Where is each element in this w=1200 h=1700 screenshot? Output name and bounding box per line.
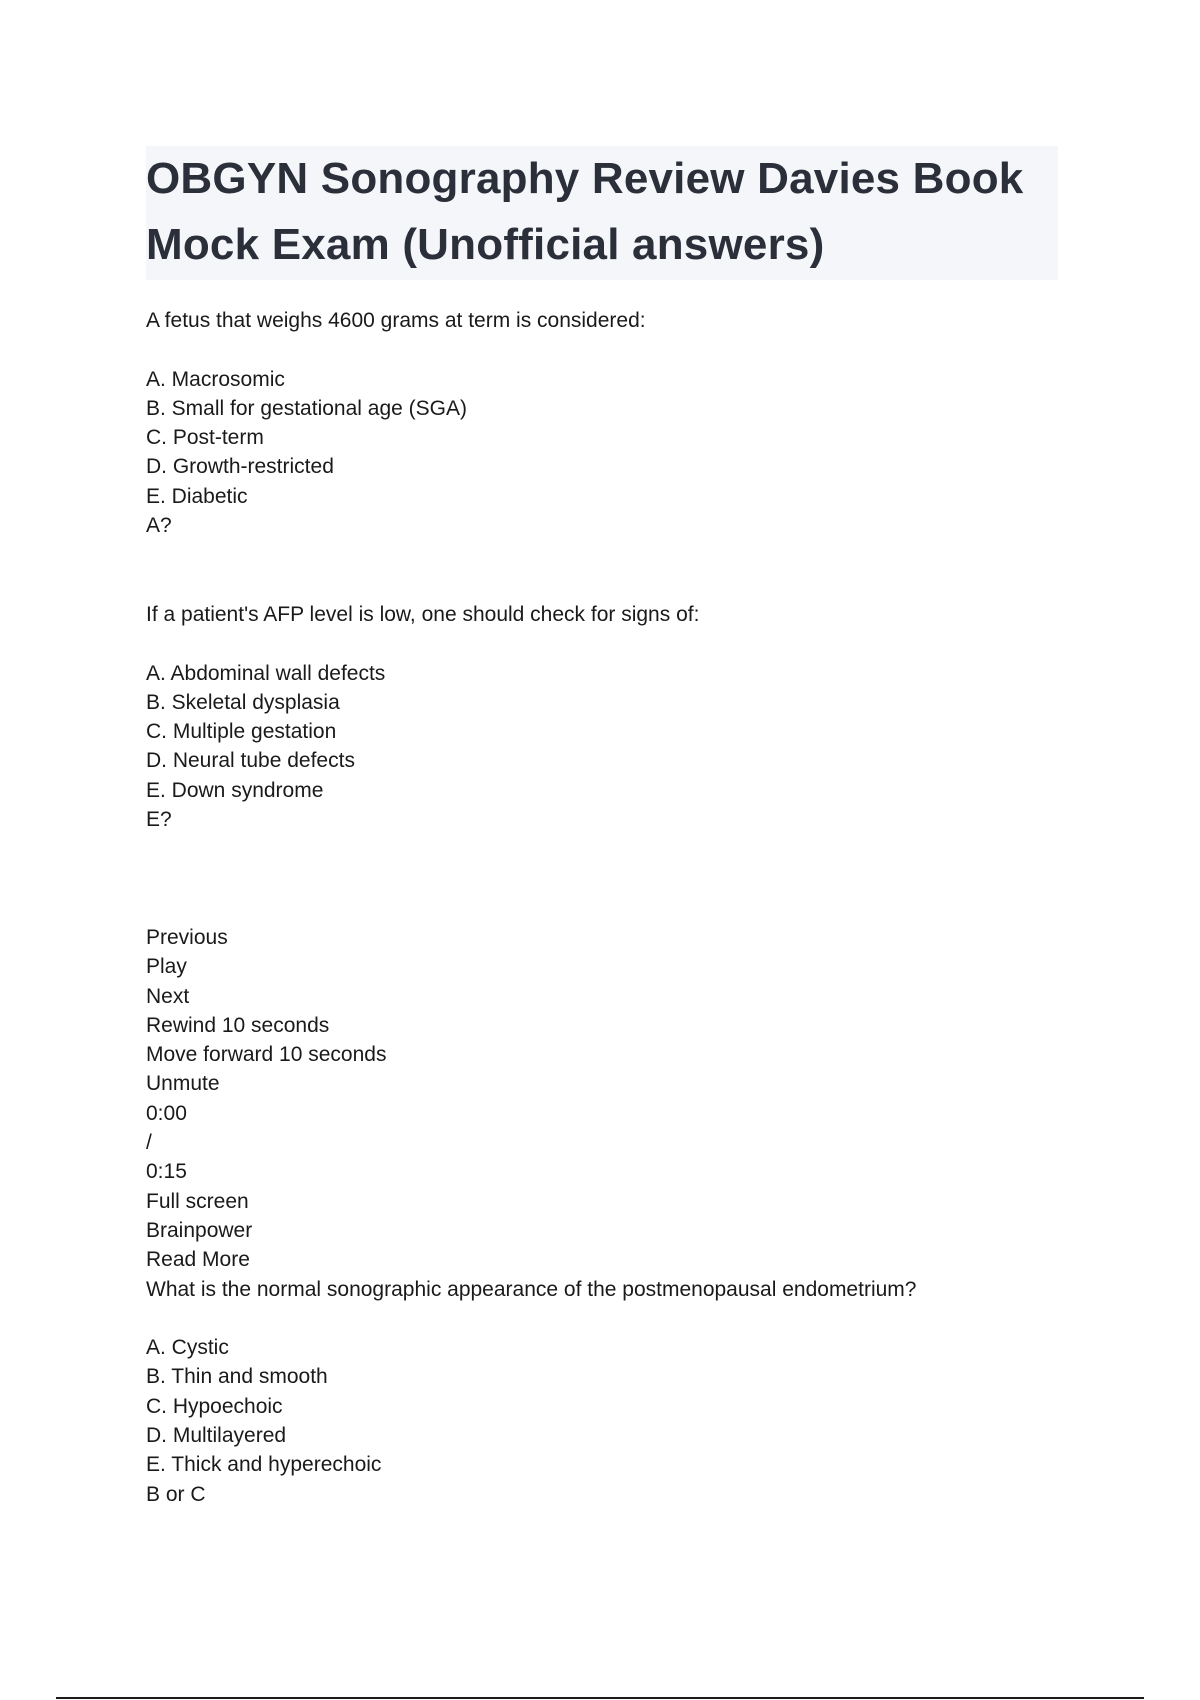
previous-button[interactable]: Previous	[146, 926, 228, 949]
option-c: C. Hypoechoic	[146, 1394, 283, 1418]
play-button[interactable]: Play	[146, 955, 187, 979]
answer-text: A?	[146, 514, 172, 538]
option-a: A. Macrosomic	[146, 367, 285, 391]
fullscreen-button[interactable]: Full screen	[146, 1189, 249, 1213]
option-c: C. Multiple gestation	[146, 720, 337, 744]
media-player-controls	[146, 923, 1046, 1509]
rewind-button[interactable]: Rewind 10 seconds	[146, 1013, 330, 1037]
next-button[interactable]: Next	[146, 984, 190, 1008]
read-more-link[interactable]: Read More	[146, 1248, 250, 1272]
option-d: D. Multilayered	[146, 1424, 287, 1448]
option-b: B. Skeletal dysplasia	[146, 690, 340, 714]
option-b: B. Small for gestational age (SGA)	[146, 396, 467, 420]
current-time: 0:00	[146, 1101, 187, 1125]
option-d: D. Neural tube defects	[146, 749, 355, 773]
option-e: E. Down syndrome	[146, 778, 324, 802]
page-title: OBGYN Sonography Review Davies Book Mock Exam (Unofficial answers)	[146, 154, 1024, 269]
option-d: D. Growth-restricted	[146, 455, 334, 479]
option-a: A. Cystic	[146, 1336, 229, 1360]
answer-text: B or C	[146, 1482, 206, 1506]
question-text: If a patient's AFP level is low, one should check for signs of:	[146, 603, 700, 626]
option-e: E. Thick and hyperechoic	[146, 1453, 382, 1477]
question-text: A fetus that weighs 4600 grams at term is considered:	[146, 309, 646, 332]
option-b: B. Thin and smooth	[146, 1365, 328, 1389]
footer-divider	[56, 1697, 1144, 1699]
option-c: C. Post-term	[146, 426, 264, 450]
question-block-2	[146, 600, 1046, 834]
option-a: A. Abdominal wall defects	[146, 661, 386, 685]
answer-text: E?	[146, 808, 172, 832]
unmute-button[interactable]: Unmute	[146, 1072, 220, 1096]
brand-link[interactable]: Brainpower	[146, 1218, 253, 1242]
question-text: What is the normal sonographic appearance of the postmenopausal endometrium?	[146, 1277, 917, 1301]
duration: 0:15	[146, 1160, 187, 1184]
forward-button[interactable]: Move forward 10 seconds	[146, 1043, 387, 1067]
time-separator: /	[146, 1131, 152, 1155]
question-block-1	[146, 306, 1046, 540]
option-e: E. Diabetic	[146, 484, 248, 508]
